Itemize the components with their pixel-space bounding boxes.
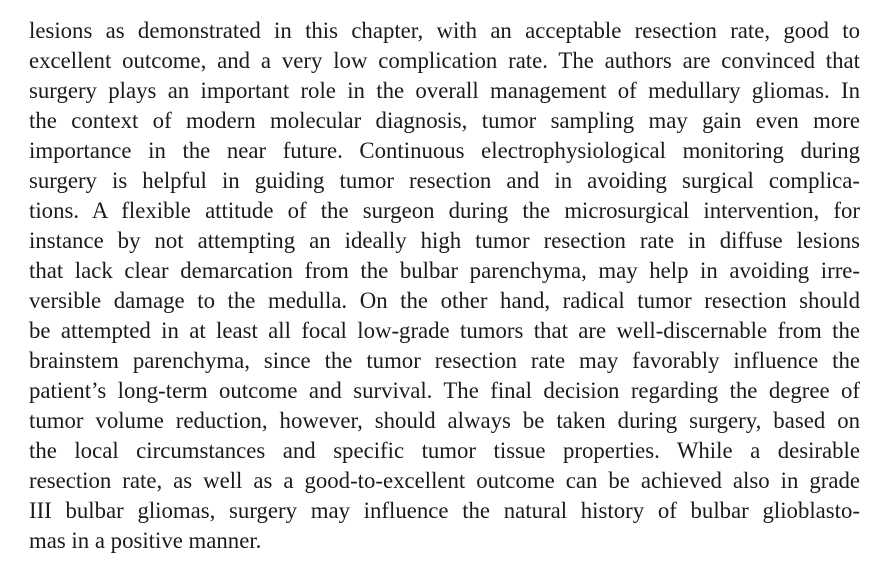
- text-line: instance by not attempting an ideally high tumor resection rate in diffuse lesions: [29, 228, 860, 253]
- body-paragraph: [29, 16, 860, 556]
- text-line: that lack clear demarcation from the bulbar parenchyma, may help in avoiding irre-: [29, 258, 860, 283]
- text-line: patient’s long-term outcome and survival. The final decision regarding the degree of: [29, 378, 860, 403]
- text-line: brainstem parenchyma, since the tumor resection rate may favorably influence the: [29, 348, 860, 373]
- text-line: versible damage to the medulla. On the other hand, radical tumor resection should: [29, 288, 860, 313]
- text-line: resection rate, as well as a good-to-excellent outcome can be achieved also in grade: [29, 468, 860, 493]
- text-line: be attempted in at least all focal low-grade tumors that are well-discernable from the: [29, 318, 860, 343]
- text-line: III bulbar gliomas, surgery may influence the natural history of bulbar glioblasto-: [29, 498, 860, 523]
- text-line: the local circumstances and specific tumor tissue properties. While a desirable: [29, 438, 860, 463]
- text-line: lesions as demonstrated in this chapter, with an acceptable resection rate, good to: [29, 18, 860, 43]
- text-line-last: mas in a positive manner.: [29, 528, 262, 553]
- text-line: the context of modern molecular diagnosis, tumor sampling may gain even more: [29, 108, 860, 133]
- text-line: surgery plays an important role in the overall management of medullary gliomas. In: [29, 78, 860, 103]
- text-line: tions. A flexible attitude of the surgeon during the microsurgical intervention, for: [29, 198, 860, 223]
- document-page: [29, 16, 860, 556]
- text-line: importance in the near future. Continuous electrophysiological monitoring during: [29, 138, 860, 163]
- text-line: excellent outcome, and a very low complication rate. The authors are convinced that: [29, 48, 860, 73]
- text-line: surgery is helpful in guiding tumor resection and in avoiding surgical complica-: [29, 168, 860, 193]
- text-line: tumor volume reduction, however, should always be taken during surgery, based on: [29, 408, 860, 433]
